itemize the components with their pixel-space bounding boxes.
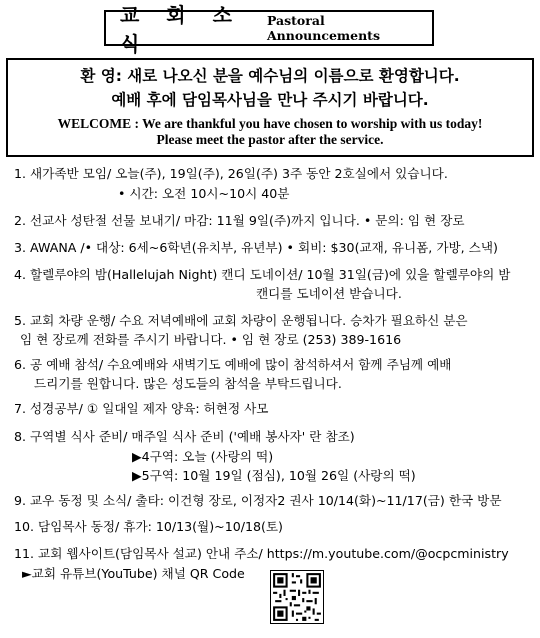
- qr-code-icon[interactable]: [270, 570, 324, 624]
- item-5-line2: 임 현 장로께 전화를 주시기 바랍니다. • 임 현 장로 (253) 389-1616: [20, 332, 402, 347]
- item-3: 3. AWANA /• 대상: 6세~6학년(유치부, 유년부) • 회비: $30(교재, 유니폼, 가방, 스낵): [14, 240, 498, 255]
- item-9: 9. 교우 동정 및 소식/ 출타: 이건형 장로, 이정자2 권사 10/14(화)~11/17(금) 한국 방문: [14, 493, 502, 508]
- title-korean: 교 회 소 식: [120, 3, 242, 56]
- welcome-korean-line2: 예배 후에 담임목사님을 만나 주시기 바랍니다.: [111, 91, 429, 109]
- item-8-line1: 8. 구역별 식사 준비/ 매주일 식사 준비 ('예배 봉사자' 란 참조): [14, 429, 355, 444]
- welcome-english-line2: Please meet the pastor after the service.: [156, 132, 384, 147]
- qr-code-graphic: [271, 571, 323, 623]
- welcome-box: [6, 58, 534, 157]
- title-box: [104, 3, 434, 56]
- item-4-line2: 캔디를 도네이션 받습니다.: [256, 286, 402, 301]
- item-8-line3: ▶5구역: 10월 19일 (점심), 10월 26일 (사랑의 떡): [132, 468, 416, 483]
- item-7: 7. 성경공부/ ① 일대일 제자 양육: 허현정 사모: [14, 401, 269, 416]
- item-10: 10. 담임목사 동정/ 휴가: 10/13(월)~10/18(토): [14, 519, 283, 534]
- item-6-line1: 6. 공 예배 참석/ 수요예배와 새벽기도 예배에 많이 참석하셔서 함께 주님께 예배: [14, 357, 452, 372]
- item-1-line2: • 시간: 오전 10시~10시 40분: [118, 186, 290, 201]
- item-5-line1: 5. 교회 차량 운행/ 수요 저녁예배에 교회 차량이 운행됩니다. 승차가 필요하신 분은: [14, 313, 468, 328]
- item-6-line2: 드리기를 원합니다. 많은 성도들의 참석을 부탁드립니다.: [34, 376, 342, 391]
- item-1-line1: 1. 새가족반 모임/ 오늘(주), 19일(주), 26일(주) 3주 동안 2호실에서 있습니다.: [14, 166, 448, 181]
- item-4-line1: 4. 할렐루야의 밤(Hallelujah Night) 캔디 도네이션/ 10월 31일(금)에 있을 할렐루야의 밤: [14, 267, 511, 282]
- title-english: Pastoral Announcements: [266, 13, 380, 43]
- welcome-english-line1: WELCOME : We are thankful you have chosen to worship with us today!: [57, 116, 483, 131]
- item-11-line2: ►교회 유튜브(YouTube) 채널 QR Code: [22, 566, 245, 581]
- item-2: 2. 선교사 성탄절 선물 보내기/ 마감: 11월 9일(주)까지 입니다. • 문의: 임 현 장로: [14, 213, 465, 228]
- item-8-line2: ▶4구역: 오늘 (사랑의 떡): [132, 449, 274, 464]
- welcome-korean-line1: 환 영: 새로 나오신 분을 예수님의 이름으로 환영합니다.: [80, 67, 460, 85]
- item-11-line1: 11. 교회 웹사이트(담임목사 설교) 안내 주소/ https://m.youtube.com/@ocpcministry: [14, 546, 509, 561]
